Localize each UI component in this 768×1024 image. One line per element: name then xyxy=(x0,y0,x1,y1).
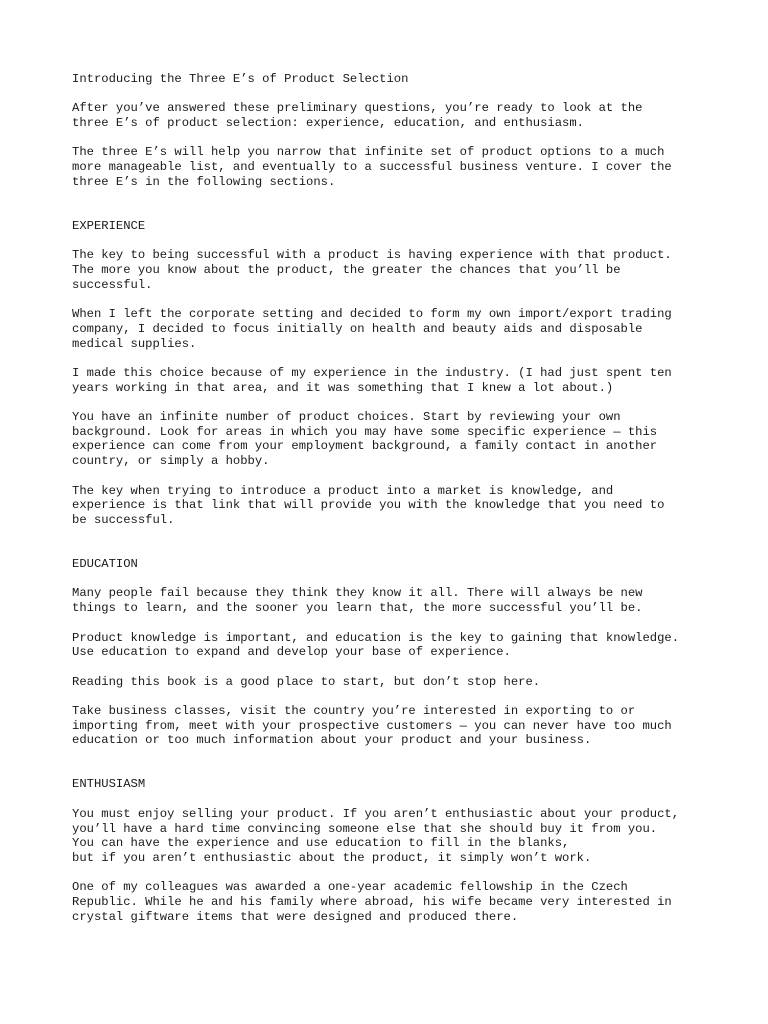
section-heading xyxy=(72,557,722,572)
text-line: background. Look for areas in which you may have some specific experience — this xyxy=(72,424,658,439)
text-line: but if you aren’t enthusiastic about the product, it simply won’t work. xyxy=(72,850,592,865)
section-paragraph xyxy=(72,248,722,292)
text-line: be successful. xyxy=(72,512,175,527)
text-line: things to learn, and the sooner you learn that, the more successful you’ll be. xyxy=(72,601,643,616)
text-line: Reading this book is a good place to start, but don’t stop here. xyxy=(72,674,541,689)
text-line: country, or simply a hobby. xyxy=(72,454,270,469)
section-paragraph xyxy=(72,484,722,528)
text-line: Take business classes, visit the country you’re interested in exporting to or xyxy=(72,704,636,718)
text-line: you’ll have a hard time convincing someone else that she should buy it from you. xyxy=(72,821,658,836)
text-line: company, I decided to focus initially on health and beauty aids and disposable xyxy=(72,321,643,336)
intro-paragraph xyxy=(72,145,722,189)
text-line: Republic. While he and his family where abroad, his wife became very interested in xyxy=(72,895,672,910)
text-line: Many people fail because they think they know it all. There will always be new xyxy=(72,586,643,601)
section-paragraph xyxy=(72,410,722,469)
section-paragraph xyxy=(72,807,722,866)
section-paragraph xyxy=(72,704,722,748)
section-paragraph xyxy=(72,366,722,395)
text-line: experience is that link that will provide you with the knowledge that you need to xyxy=(72,498,665,513)
text-line: You can have the experience and use education to fill in the blanks, xyxy=(72,836,570,851)
intro-paragraph xyxy=(72,101,722,130)
section-heading-text: EDUCATION xyxy=(72,557,138,572)
text-line: successful. xyxy=(72,277,153,292)
text-line: three E’s in the following sections. xyxy=(72,174,336,189)
sections-block xyxy=(72,204,722,924)
text-line: more manageable list, and eventually to a successful business venture. I cover the xyxy=(72,160,672,175)
text-line: You have an infinite number of product choices. Start by reviewing your own xyxy=(72,410,621,425)
section-experience xyxy=(72,219,722,528)
section-heading-text: EXPERIENCE xyxy=(72,218,146,233)
text-line: I made this choice because of my experience in the industry. (I had just spent ten xyxy=(72,365,672,380)
text-line: years working in that area, and it was something that I knew a lot about.) xyxy=(72,380,614,395)
section-education xyxy=(72,557,722,748)
text-line: One of my colleagues was awarded a one-year academic fellowship in the Czech xyxy=(72,880,628,895)
section-spacer xyxy=(72,204,722,219)
section-spacer xyxy=(72,542,722,557)
text-line: When I left the corporate setting and decided to form my own import/export trading xyxy=(72,307,672,322)
text-line: The three E’s will help you narrow that infinite set of product options to a much xyxy=(72,145,665,160)
text-line: Use education to expand and develop your base of experience. xyxy=(72,645,511,660)
intro-block xyxy=(72,101,722,189)
document-page xyxy=(72,72,722,939)
text-line: Product knowledge is important, and education is the key to gaining that knowledge. xyxy=(72,630,680,645)
text-line: crystal giftware items that were designed and produced there. xyxy=(72,909,519,924)
section-heading xyxy=(72,219,722,234)
text-line: three E’s of product selection: experience, education, and enthusiasm. xyxy=(72,116,584,131)
text-line: The key when trying to introduce a product into a market is knowledge, and xyxy=(72,483,614,498)
text-line: education or too much information about your product and your business. xyxy=(72,733,592,748)
section-heading-text: ENTHUSIASM xyxy=(72,777,146,792)
section-paragraph xyxy=(72,675,722,690)
text-line: The key to being successful with a product is having experience with that product. xyxy=(72,248,672,263)
section-spacer xyxy=(72,763,722,778)
section-heading xyxy=(72,777,722,792)
document-title: Introducing the Three E’s of Product Selection xyxy=(72,72,409,86)
text-line: You must enjoy selling your product. If you aren’t enthusiastic about your product, xyxy=(72,806,680,821)
section-paragraph xyxy=(72,631,722,660)
section-paragraph xyxy=(72,880,722,924)
text-line: After you’ve answered these preliminary questions, you’re ready to look at the xyxy=(72,101,643,116)
text-line: medical supplies. xyxy=(72,336,197,351)
text-line: importing from, meet with your prospective customers — you can never have too much xyxy=(72,718,672,733)
section-paragraph xyxy=(72,307,722,351)
text-line: The more you know about the product, the greater the chances that you’ll be xyxy=(72,263,621,278)
text-line: experience can come from your employment background, a family contact in another xyxy=(72,439,658,454)
section-enthusiasm xyxy=(72,777,722,924)
section-paragraph xyxy=(72,586,722,615)
